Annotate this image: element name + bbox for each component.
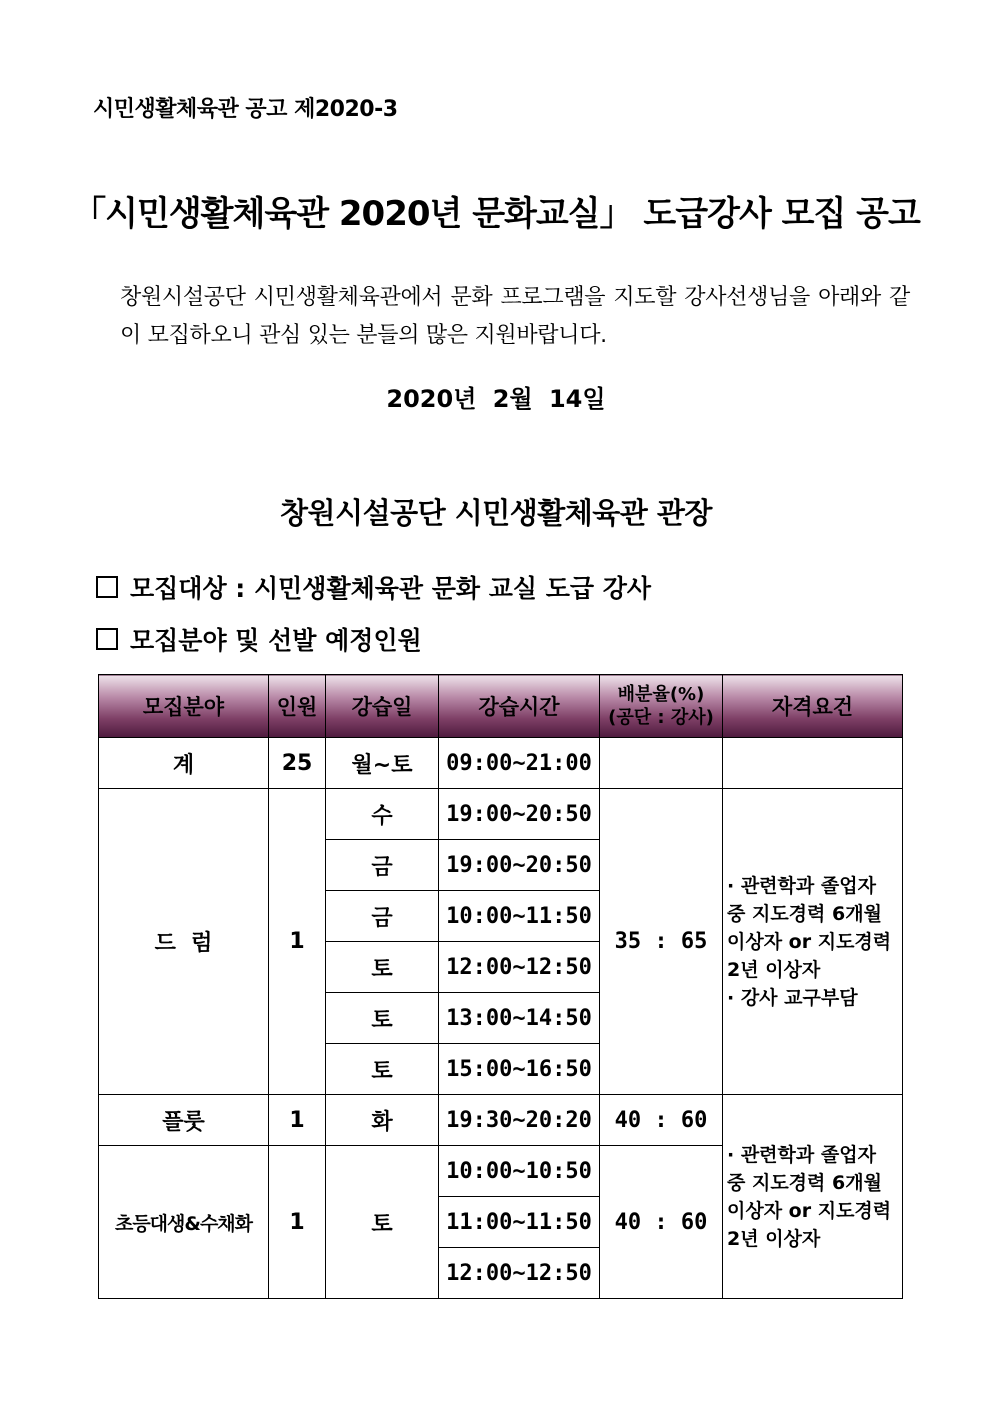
- requirement-line: · 관련학과 졸업자: [727, 874, 876, 897]
- checkbox-icon: [96, 628, 118, 650]
- total-day: 월~토: [326, 738, 439, 789]
- drum-time: 15:00~16:50: [439, 1044, 600, 1095]
- drum-time: 13:00~14:50: [439, 993, 600, 1044]
- table-row-total: [99, 738, 903, 789]
- checkbox-icon: [96, 576, 118, 598]
- table-row: [99, 789, 903, 840]
- header-count: 인원: [269, 675, 326, 738]
- notice-date: 2020년 2월 14일: [386, 385, 606, 413]
- drum-time: 19:00~20:50: [439, 789, 600, 840]
- drum-day: 토: [326, 942, 439, 993]
- section-recruit-fields-label: 모집분야 및 선발 예정인원: [130, 626, 422, 655]
- header-field: 모집분야: [99, 675, 269, 738]
- header-ratio-line1: 배분율(%): [617, 684, 705, 705]
- drum-time: 12:00~12:50: [439, 942, 600, 993]
- table-header-row: [99, 675, 903, 738]
- drum-time: 10:00~11:50: [439, 891, 600, 942]
- drum-day: 토: [326, 1044, 439, 1095]
- requirement-line: 2년 이상자: [727, 958, 821, 981]
- drum-day: 토: [326, 993, 439, 1044]
- total-time: 09:00~21:00: [439, 738, 600, 789]
- drum-day: 수: [326, 789, 439, 840]
- recruit-table: [98, 674, 903, 1299]
- watercolor-ratio: 40 : 60: [600, 1146, 723, 1299]
- requirement-line: 이상자 or 지도경력: [727, 1199, 892, 1222]
- drum-requirements: [723, 789, 903, 1095]
- total-count: 25: [269, 738, 326, 789]
- flute-watercolor-requirements: [723, 1095, 903, 1299]
- requirement-line: 중 지도경력 6개월: [727, 1171, 882, 1194]
- total-requirements: [723, 738, 903, 789]
- watercolor-time: 10:00~10:50: [439, 1146, 600, 1197]
- drum-ratio: 35 : 65: [600, 789, 723, 1095]
- page-title: 「시민생활체육관 2020년 문화교실」 도급강사 모집 공고: [72, 194, 920, 234]
- watercolor-count: 1: [269, 1146, 326, 1299]
- watercolor-time: 12:00~12:50: [439, 1248, 600, 1299]
- drum-count: 1: [269, 789, 326, 1095]
- table-row: [99, 1095, 903, 1146]
- header-requirements: 자격요건: [723, 675, 903, 738]
- drum-time: 19:00~20:50: [439, 840, 600, 891]
- total-field: 계: [99, 738, 269, 789]
- drum-day: 금: [326, 891, 439, 942]
- section-recruit-target-label: 모집대상 : 시민생활체육관 문화 교실 도급 강사: [130, 574, 652, 603]
- watercolor-time: 11:00~11:50: [439, 1197, 600, 1248]
- requirement-line: · 강사 교구부담: [727, 986, 858, 1009]
- notice-number: 시민생활체육관 공고 제2020-3: [93, 97, 398, 122]
- requirement-line: · 관련학과 졸업자: [727, 1143, 876, 1166]
- watercolor-day: 토: [326, 1146, 439, 1299]
- requirement-line: 중 지도경력 6개월: [727, 902, 882, 925]
- issuer: 창원시설공단 시민생활체육관 관장: [280, 496, 712, 530]
- flute-day: 화: [326, 1095, 439, 1146]
- header-ratio-line2: (공단 : 강사): [608, 707, 714, 728]
- requirement-line: 2년 이상자: [727, 1227, 821, 1250]
- watercolor-field: 초등대생&수채화: [99, 1146, 269, 1299]
- header-ratio: [600, 675, 723, 738]
- header-time: 강습시간: [439, 675, 600, 738]
- section-recruit-target: [96, 569, 651, 605]
- flute-field: 플룻: [99, 1095, 269, 1146]
- drum-field: 드 럼: [99, 789, 269, 1095]
- section-recruit-fields: [96, 621, 422, 657]
- flute-count: 1: [269, 1095, 326, 1146]
- intro-paragraph: 창원시설공단 시민생활체육관에서 문화 프로그램을 지도할 강사선생님을 아래와 같이 모집하오니 관심 있는 분들의 많은 지원바랍니다.: [120, 285, 910, 348]
- requirement-line: 이상자 or 지도경력: [727, 930, 892, 953]
- flute-ratio: 40 : 60: [600, 1095, 723, 1146]
- header-day: 강습일: [326, 675, 439, 738]
- drum-day: 금: [326, 840, 439, 891]
- flute-time: 19:30~20:20: [439, 1095, 600, 1146]
- total-ratio: [600, 738, 723, 789]
